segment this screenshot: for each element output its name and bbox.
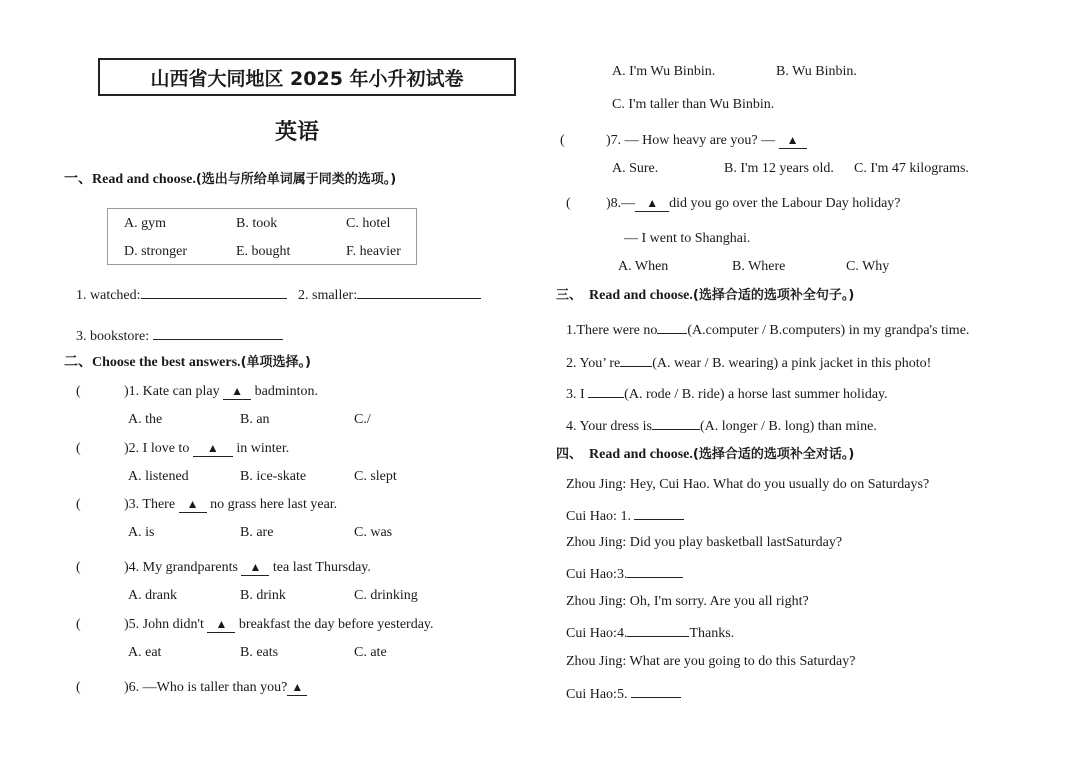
s4-line-4-text: Cui Hao:3. bbox=[566, 567, 628, 582]
s2-q8-post: did you go over the Labour Day holiday? bbox=[669, 196, 901, 211]
s2-q2-blank[interactable]: ▲ bbox=[193, 442, 233, 457]
s2-q5-post: breakfast the day before yesterday. bbox=[238, 617, 434, 632]
section4-heading-en: Read and choose. bbox=[589, 447, 693, 462]
word-option-d: D. stronger bbox=[124, 244, 187, 259]
s2-question-5 bbox=[124, 617, 434, 633]
s3-item-4 bbox=[566, 417, 877, 435]
s2-q1-blank[interactable]: ▲ bbox=[223, 385, 251, 400]
s2-q6-paren[interactable]: ( bbox=[76, 680, 81, 695]
s3-item-3-pre: 3. I bbox=[566, 387, 585, 402]
word-option-e: E. bought bbox=[236, 244, 291, 259]
word-option-b: B. took bbox=[236, 216, 278, 231]
s3-item-3-blank[interactable] bbox=[588, 385, 624, 398]
s1-q2-blank[interactable] bbox=[357, 286, 481, 299]
section3-heading-zh: (选择合适的选项补全句子。) bbox=[692, 288, 855, 303]
s2-q6-option-c[interactable]: C. I'm taller than Wu Binbin. bbox=[612, 97, 775, 112]
s3-item-2 bbox=[566, 354, 931, 372]
s2-q5-option-b[interactable]: B. eats bbox=[240, 645, 279, 660]
s2-q5-text: )5. John didn't bbox=[124, 617, 204, 632]
s2-q3-paren[interactable]: ( bbox=[76, 497, 81, 512]
s2-q1-paren[interactable]: ( bbox=[76, 384, 81, 399]
s4-line-5: Zhou Jing: Oh, I'm sorry. Are you all right? bbox=[566, 594, 809, 609]
s4-line-2-text: Cui Hao: 1. bbox=[566, 509, 631, 524]
section3-heading bbox=[556, 288, 854, 304]
s2-question-6 bbox=[124, 680, 307, 696]
section2-heading-zh: (单项选择。) bbox=[240, 355, 311, 370]
s2-q4-option-b[interactable]: B. drink bbox=[240, 588, 286, 603]
s4-line-3: Zhou Jing: Did you play basketball lastSaturday? bbox=[566, 535, 843, 550]
s2-q4-option-a[interactable]: A. drank bbox=[128, 588, 177, 603]
s2-q7-option-c[interactable]: C. I'm 47 kilograms. bbox=[854, 161, 969, 176]
s2-q2-post: in winter. bbox=[236, 441, 290, 456]
s3-item-2-pre: 2. You’ re bbox=[566, 356, 621, 371]
section3-heading-en: Read and choose. bbox=[589, 288, 693, 303]
s2-q6-option-b[interactable]: B. Wu Binbin. bbox=[776, 64, 857, 79]
s2-q2-option-b[interactable]: B. ice-skate bbox=[240, 469, 307, 484]
s1-q1-label: 1. watched: bbox=[76, 288, 141, 303]
s1-question-1 bbox=[76, 286, 287, 304]
s1-q2-label: 2. smaller: bbox=[298, 288, 358, 303]
s3-item-3-post: (A. rode / B. ride) a horse last summer holiday. bbox=[624, 387, 888, 402]
s4-line-2 bbox=[566, 507, 684, 525]
s2-q5-paren[interactable]: ( bbox=[76, 617, 81, 632]
s3-item-1-blank[interactable] bbox=[657, 321, 687, 334]
s3-item-1 bbox=[566, 321, 969, 339]
s2-q3-post: no grass here last year. bbox=[210, 497, 338, 512]
s2-q4-text: )4. My grandparents bbox=[124, 560, 238, 575]
s2-q7-text: )7. — How heavy are you? — bbox=[606, 133, 776, 148]
s2-q4-option-c[interactable]: C. drinking bbox=[354, 588, 418, 603]
s4-line-4-blank[interactable] bbox=[627, 565, 683, 578]
section1-heading bbox=[64, 172, 396, 188]
s2-q1-post: badminton. bbox=[254, 384, 319, 399]
s2-q1-option-a[interactable]: A. the bbox=[128, 412, 163, 427]
s2-q2-text: )2. I love to bbox=[124, 441, 190, 456]
s2-question-4 bbox=[124, 560, 371, 576]
s2-q4-blank[interactable]: ▲ bbox=[241, 561, 269, 576]
section1-heading-en: 一、Read and choose. bbox=[64, 172, 196, 187]
s2-q8-option-b[interactable]: B. Where bbox=[732, 259, 786, 274]
s2-q3-text: )3. There bbox=[124, 497, 176, 512]
word-option-f: F. heavier bbox=[346, 244, 401, 259]
s2-q5-blank[interactable]: ▲ bbox=[207, 618, 235, 633]
section4-heading-num: 四、 bbox=[556, 447, 583, 462]
s3-item-4-blank[interactable] bbox=[652, 417, 700, 430]
s2-q2-paren[interactable]: ( bbox=[76, 441, 81, 456]
s2-q2-option-c[interactable]: C. slept bbox=[354, 469, 397, 484]
s2-q4-paren[interactable]: ( bbox=[76, 560, 81, 575]
s2-q8-option-c[interactable]: C. Why bbox=[846, 259, 890, 274]
word-option-c: C. hotel bbox=[346, 216, 391, 231]
section2-heading-en: 二、Choose the best answers. bbox=[64, 355, 241, 370]
s2-q3-option-a[interactable]: A. is bbox=[128, 525, 155, 540]
s1-question-2 bbox=[298, 286, 481, 304]
s1-q3-label: 3. bookstore: bbox=[76, 329, 150, 344]
exam-title: 山西省大同地区 2025 年小升初试卷 bbox=[98, 58, 516, 96]
s2-q2-option-a[interactable]: A. listened bbox=[128, 469, 189, 484]
s2-q8-option-a[interactable]: A. When bbox=[618, 259, 669, 274]
s2-q3-blank[interactable]: ▲ bbox=[179, 498, 207, 513]
s4-line-1: Zhou Jing: Hey, Cui Hao. What do you usually do on Saturdays? bbox=[566, 477, 930, 492]
s2-q1-text: )1. Kate can play bbox=[124, 384, 220, 399]
s2-q3-option-c[interactable]: C. was bbox=[354, 525, 393, 540]
s2-q8-reply: — I went to Shanghai. bbox=[624, 231, 751, 246]
s2-q6-option-a[interactable]: A. I'm Wu Binbin. bbox=[612, 64, 716, 79]
s2-q6-blank[interactable]: ▲ bbox=[287, 681, 307, 696]
s2-q7-paren[interactable]: ( bbox=[560, 133, 565, 148]
s4-line-6-blank[interactable] bbox=[627, 624, 689, 637]
s4-line-8-blank[interactable] bbox=[631, 685, 681, 698]
s2-q1-option-c[interactable]: C./ bbox=[354, 412, 371, 427]
s4-line-6-text: Cui Hao:4. bbox=[566, 626, 628, 641]
s2-q8-text: )8.— bbox=[606, 196, 636, 211]
s4-line-6-post: Thanks. bbox=[689, 626, 735, 641]
s2-q5-option-c[interactable]: C. ate bbox=[354, 645, 387, 660]
s3-item-4-post: (A. longer / B. long) than mine. bbox=[699, 419, 877, 434]
s3-item-3 bbox=[566, 385, 888, 403]
subject-title: 英语 bbox=[275, 120, 320, 145]
s3-item-2-post: (A. wear / B. wearing) a pink jacket in this photo! bbox=[652, 356, 932, 371]
section1-heading-zh: (选出与所给单词属于同类的选项。) bbox=[195, 172, 397, 187]
s3-item-4-pre: 4. Your dress is bbox=[566, 419, 652, 434]
s4-line-7: Zhou Jing: What are you going to do this Saturday? bbox=[566, 654, 856, 669]
s2-q8-blank[interactable]: ▲ bbox=[635, 197, 669, 212]
s1-q1-blank[interactable] bbox=[141, 286, 287, 299]
s2-question-3 bbox=[124, 497, 337, 513]
s2-q1-option-b[interactable]: B. an bbox=[240, 412, 270, 427]
s4-line-6 bbox=[566, 624, 734, 642]
s1-question-3 bbox=[76, 327, 283, 345]
s3-item-2-blank[interactable] bbox=[620, 354, 652, 367]
s4-line-2-blank[interactable] bbox=[634, 507, 684, 520]
section4-heading bbox=[556, 447, 854, 463]
section4-heading-zh: (选择合适的选项补全对话。) bbox=[692, 447, 855, 462]
s2-q7-blank[interactable]: ▲ bbox=[779, 134, 807, 149]
section3-heading-num: 三、 bbox=[556, 288, 583, 303]
s1-q3-blank[interactable] bbox=[153, 327, 283, 340]
s2-q7-option-a[interactable]: A. Sure. bbox=[612, 161, 659, 176]
s3-item-1-pre: 1.There were no bbox=[566, 323, 658, 338]
section2-heading bbox=[64, 355, 311, 371]
s2-question-1 bbox=[124, 384, 318, 400]
s2-question-7 bbox=[606, 133, 807, 149]
s4-line-8 bbox=[566, 685, 681, 703]
s2-q5-option-a[interactable]: A. eat bbox=[128, 645, 162, 660]
s4-line-4 bbox=[566, 565, 683, 583]
s2-q7-option-b[interactable]: B. I'm 12 years old. bbox=[724, 161, 834, 176]
s2-question-8 bbox=[606, 196, 901, 212]
s2-q4-post: tea last Thursday. bbox=[272, 560, 371, 575]
s4-line-8-text: Cui Hao:5. bbox=[566, 687, 628, 702]
s2-question-2 bbox=[124, 441, 289, 457]
word-option-a: A. gym bbox=[124, 216, 166, 231]
s3-item-1-post: (A.computer / B.computers) in my grandpa's time. bbox=[687, 323, 970, 338]
s2-q6-text: )6. —Who is taller than you? bbox=[124, 680, 288, 695]
s2-q8-paren[interactable]: ( bbox=[566, 196, 571, 211]
s2-q3-option-b[interactable]: B. are bbox=[240, 525, 274, 540]
